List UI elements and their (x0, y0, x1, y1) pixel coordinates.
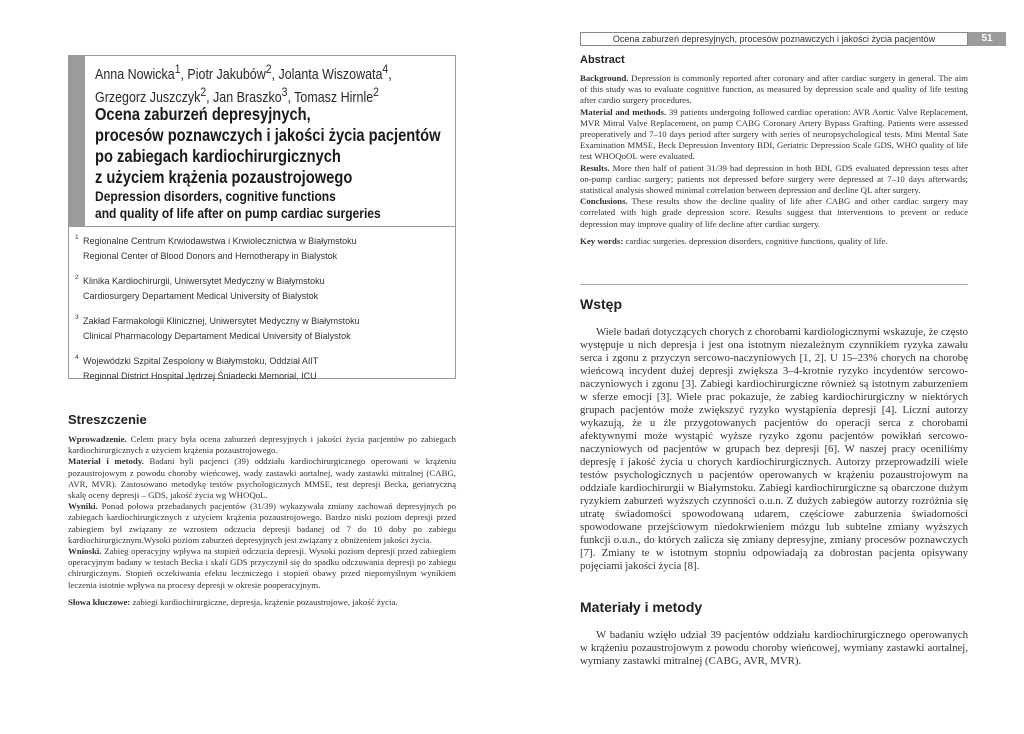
author: Anna Nowicka$^1$, (95, 62, 188, 83)
streszczenie-paragraph: Wyniki. Ponad połowa przebadanych pacjentów (31/39) wykazywała zmiany zachowań depresyjnych po zabiegach kardiochirurgicznych z użyciem krążenia pozaustrojowego. Bardzo niski poziom depresji przed zabiegiem był związany ze wzrostem odczucia depresji badanej od 7 do 10 doby po zabiegu kardiochirurgicznym.Wysoki poziom zaburzeń depresyjnych jest związany z obniżeniem jakości życia. (68, 501, 456, 545)
materialy-body (580, 629, 968, 668)
section-heading-wstep: Wstęp (580, 296, 622, 312)
wstep-body (580, 326, 968, 573)
abstract-divider (580, 284, 968, 285)
streszczenie-heading: Streszczenie (68, 412, 147, 427)
affiliation-item: 4 Wojewódzki Szpital Zespolony w Białymstoku, Oddział AIIT Regional District Hospital Jędrzej Śniadecki Memorial, ICU (75, 354, 319, 381)
article-title-english: Depression disorders, cognitive functions and quality of life after on pump cardiac surgeries (95, 188, 381, 221)
article-title-polish: Ocena zaburzeń depresyjnych, procesów poznawczych i jakości życia pacjentów po zabiegach kardiochirurgicznych z użyciem krążenia pozaustrojowego (95, 104, 441, 187)
title-accent-band (69, 56, 85, 226)
title-divider (69, 226, 455, 227)
abstract-paragraph: Conclusions. These results show the decline quality of life after CABG and other cardiac surgery may correlated with high grade depression score. Results suggest that interventions to prevent or reduce depression may improve quality of life decline after cardiac surgery. (580, 196, 968, 229)
author: Jan Braszko$^3$, (213, 84, 295, 106)
page-number: 51 (968, 32, 1006, 46)
affiliation-item: 3 Zakład Farmakologii Klinicznej, Uniwersytet Medyczny w Białymstoku Clinical Pharmacology Departament Medical University of Bialystok (75, 314, 360, 341)
author: Jolanta Wiszowata$^4$, (278, 62, 392, 83)
streszczenie-body (68, 434, 456, 608)
materialy-paragraph: W badaniu wzięło udział 39 pacjentów oddziału kardiochirurgicznego operowanych w krążeniu pozaustrojowym z powodu choroby wieńcowej, wymiany zastawki aortalnej, wymiany zastawki mitralnej (CABG, AVR, MVR). (580, 629, 968, 667)
affiliation-item: 1 Regionalne Centrum Krwiodawstwa i Krwiolecznictwa w Białymstoku Regional Center of Blood Donors and Hemotherapy in Bialystok (75, 234, 357, 261)
author-list (95, 61, 448, 107)
streszczenie-paragraph: Materiał i metody. Badani byli pacjenci (39) oddziału kardiochirurgicznego operowani w krążeniu pozaustrojowym z powodu choroby wieńcowej, wady zastawki aortalnej, wady zastawki mitralnej (CABG, AVR, MVR). Zastosowano metodykę testów psychologicznych MMSE, test depresji Becka, geriatryczną skalę oceny depresji – GDS, jakość życia wg WHOQoL. (68, 456, 456, 501)
affiliations (75, 234, 455, 394)
section-heading-materialy: Materiały i metody (580, 599, 703, 615)
streszczenie-paragraph: Wprowadzenie. Celem pracy była ocena zaburzeń depresyjnych i jakości życia pacjentów po zabiegach kardiochirurgicznych z użyciem krążenia pozaustrojowego. (68, 434, 456, 456)
wstep-paragraph: Wiele badań dotyczących chorych z chorobami kardiologicznymi wskazuje, że często występuje u nich depresja i jest ona istotnym niezależnym czynnikiem ryzyka zawału serca i zgonu z przyczyn sercowo-naczyniowych [1, 2]. U 15–23% chorych na chorobę wieńcową incydent dużej depresji zwiększa 3–4-krotnie ryzyko incydentów sercowo-naczyniowych i zgonu [3]. Zabiegi kardiochirurgiczne również są istotnym zaburzeniem w sferze emocji [3]. Wiele prac pokazuje, że zabieg kardiochirurgiczny w niektórych grupach pacjentów może zwiększyć ryzyko wystąpienia depresji [4]. Liczni autorzy wykazują, że u źle przygotowanych pacjentów do operacji serca z chorobami afektywnymi może wystąpić wyższe ryzyko zgonu pacjentów powikłań sercowo-naczyniowych od pacjentów w grupach bez depresji [6]. W naszej pracy oceniliśmy depresję i jakość życia u chorych kardiochirurgicznych. Autorzy przeprowadzili wiele testów psychologicznych u pacjentów operowanych w krążeniu pozaustrojowym na oddziale kardiochirurgii w Białymstoku. Zabiegi kardiochirurgiczne są obarczone dużym ryzykiem zaburzeń wyższych czynności o.u.n. Z dużych zabiegów autorzy rozróżnia się utratę świadomości spowodowaną udarem, częściowe zaburzenia świadomości spowodowane przejściowym niedokrwieniem mózgu lub subtelne zmiany wyższych funkcji o.u.n., do których zalicza się zmiany depresyjne, zmiany procesów poznawczych [7]. Zmiany te w istotnym stopniu odpowiadają za dobrostan pacjenta opisywany pojęciami jakości życia [8]. (580, 326, 968, 572)
abstract-body (580, 73, 968, 247)
slowa-kluczowe: Słowa kluczowe: zabiegi kardiochirurgiczne, depresja, krążenie pozaustrojowe, jakość życia. (68, 596, 398, 607)
affiliation-item: 2 Klinika Kardiochirurgii, Uniwersytet Medyczny w Białymstoku Cardiosurgery Departament Medical University of Bialystok (75, 274, 325, 301)
author: Tomasz Hirnle$^2$ (294, 84, 379, 106)
abstract-paragraph: Results. More then half of patient 31/39 had depression in both BDI, GDS evaluated depression tests after on-pump cardiac surgery; patients not depressed before surgery were depressed at 7–10 days afterwards; statistical analysis showed minimal correlation between depression and decline QL after surgery. (580, 162, 968, 196)
abstract-paragraph: Background. Depression is commonly reported after coronary and after cardiac surgery in general. The aim of this study was to evaluate cognitive function, as measured by depression scale and quality of life testing after cardio surgery procedures. (580, 73, 968, 106)
key-words: Key words: cardiac surgeries. depression disorders, cognitive functions, quality of life. (580, 235, 888, 246)
author: Grzegorz Juszczyk$^2$, (95, 84, 214, 106)
abstract-paragraph: Material and methods. 39 patients undergoing followed cardiac operation: AVR Aortic Valve Replacement, MVR Mitral Valve Replacement, on pump CABG Coronary Artery Bypass Grafting. Patients were assessed preoperatively and 7–10 days period after surgery with series of neuropsychological tests. Mini Mental Sate Examination MMSE, Beck Depression Inventory BDI, Geriatric Depression Scale GDS, WHO quality of life test WHOQoOL were evaluated. (580, 106, 969, 162)
title-box (68, 55, 456, 379)
author: Piotr Jakubów$^2$, (187, 62, 279, 83)
running-head: Ocena zaburzeń depresyjnych, procesów poznawczych i jakości życia pacjentów (580, 32, 968, 46)
streszczenie-paragraph: Wnioski. Zabieg operacyjny wpływa na stopień odczucia depresji. Wysoki poziom depresji przed zabiegiem operacyjnym badany w testach Becka i skali GDS przyczynił się do spadku odczuwania depresji po zabiegu chirurgicznym. Stopień oczekiwania efektu leczniczego i stopień obawy przed niepomyślnym wynikiem leczenia istotnie wpływa na procesy depresji w okresie pooperacyjnym. (68, 546, 456, 590)
abstract-heading: Abstract (580, 54, 625, 66)
